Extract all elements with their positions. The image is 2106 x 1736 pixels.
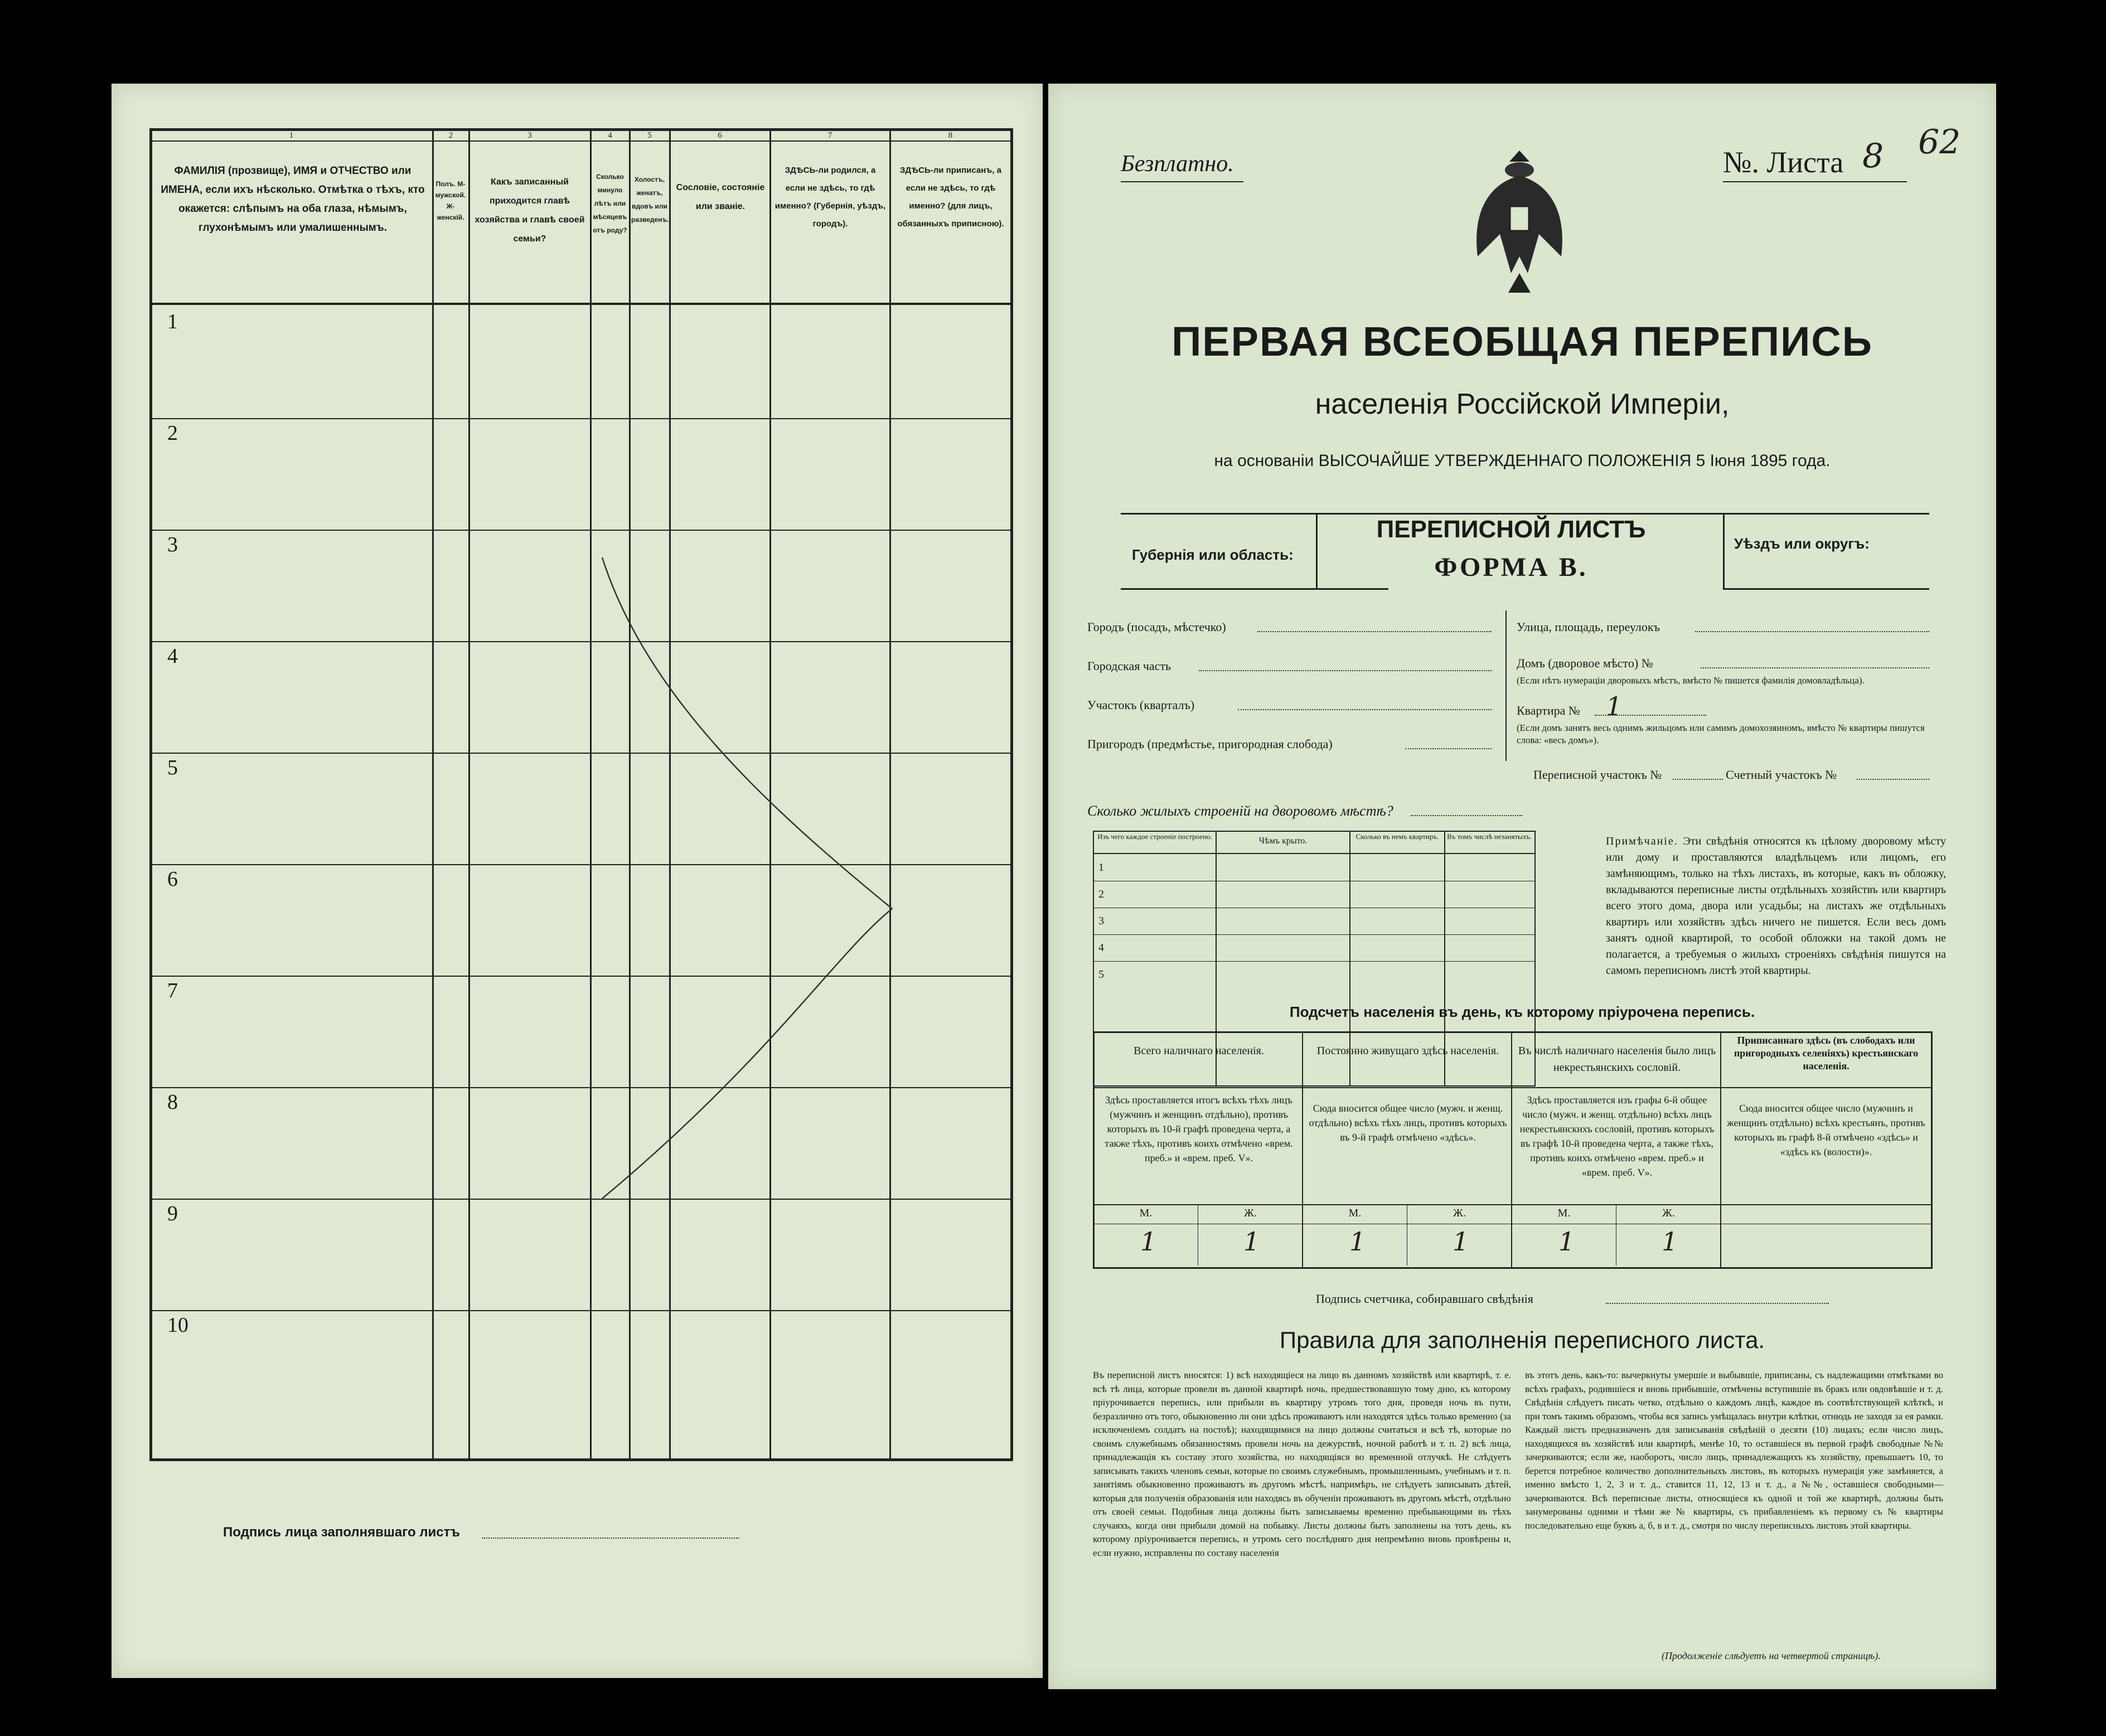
col-number: 3 [527, 131, 532, 140]
city-field[interactable] [1257, 631, 1492, 632]
header-name: ФАМИЛІЯ (прозвище), ИМЯ и ОТЧЕСТВО или ИМЕНА, если ихъ нѣсколько. Отмѣтка о тѣхъ, кто окажется: слѣпымъ на оба глаза, нѣмымъ, глухонѣмымъ или умалишеннымъ. [161, 165, 425, 234]
count-header-line [1093, 1087, 1931, 1088]
uezd-label: Уѣздъ или округъ: [1734, 535, 1870, 552]
bld-row-number: 3 [1098, 915, 1104, 927]
count-col [1720, 1031, 1721, 1268]
col-number: 6 [718, 131, 722, 140]
counting-field[interactable] [1857, 779, 1929, 780]
row-number: 6 [167, 867, 178, 891]
col-number: 1 [289, 131, 294, 140]
sheet-title: ПЕРЕПИСНОЙ ЛИСТЪ [1376, 516, 1646, 543]
bld-row-line [1093, 934, 1536, 935]
bld-header: Чѣмъ крыто. [1258, 836, 1308, 846]
row-number: 1 [167, 310, 178, 333]
left-page [112, 84, 1043, 1678]
uezd-divider [1723, 513, 1725, 590]
gubernia-label: Губернія или область: [1132, 546, 1294, 563]
suburb-field[interactable] [1405, 748, 1492, 749]
gubernia-underline [1121, 588, 1388, 590]
count-handwritten: 1 [1243, 1226, 1260, 1257]
quarter-label: Участокъ (кварталъ) [1087, 698, 1195, 712]
count-header: Приписаннаго здѣсь (въ слободахъ или пригородныхъ селеніяхъ) крестьянскаго населенія. [1734, 1035, 1919, 1071]
note-text: Эти свѣдѣнія относятся къ цѣлому дворовому мѣсту или дому и проставляются владѣльцемъ или лицомъ, его замѣняющимъ, только на тѣхъ листахъ, въ которые, какъ въ обложку, вкладываются переписные листы отдѣльныхъ хозяйствъ или квартиръ всего этого дома, двора или усадьбы; на листахъ же отдѣльныхъ квартиръ или хозяйствъ здѣсь ничего не пишется. Если весь домъ занятъ одной квартирой, то особой обложки на такой домъ не полагается, а требуемыя о жилыхъ строеніяхъ свѣдѣнія пишутся на самомъ переписномъ листѣ этой квартиры. [1606, 835, 1946, 977]
mw-label: Ж. [1662, 1207, 1675, 1219]
bld-header: Изъ чего каждое строеніе построено. [1097, 832, 1212, 841]
bld-header-line [1093, 853, 1536, 854]
district-field[interactable] [1673, 779, 1723, 780]
row-number: 2 [167, 421, 178, 445]
col-number: 8 [948, 131, 953, 140]
count-title: Подсчетъ населенія въ день, къ которому пріурочена перепись. [1289, 1003, 1755, 1020]
legal-basis: на основаніи ВЫСОЧАЙШЕ УТВЕРЖДЕННАГО ПОЛОЖЕНІЯ 5 Іюня 1895 года. [1214, 452, 1831, 470]
count-text: Здѣсь проставляется изъ графы 6-й общее число (мужч. и женщ. отдѣльно) всѣхъ лицъ некрестьянскихъ сословій, противъ которыхъ въ графѣ 10-й проведена черта, а также тѣхъ, противъ коихъ отмѣчено «врем. преб.» и «врем. преб. V». [1519, 1094, 1715, 1178]
bld-row-number: 1 [1098, 861, 1104, 874]
row-number: 10 [167, 1313, 188, 1337]
right-page [1048, 84, 1996, 1689]
mw-label: М. [1557, 1207, 1571, 1219]
count-header: Всего наличнаго населенія. [1134, 1045, 1264, 1057]
city-part-field[interactable] [1199, 670, 1492, 671]
free-label: Безплатно. [1121, 151, 1234, 177]
address-divider [1505, 610, 1507, 761]
header-sex: Полъ. М-мужской. Ж-женскій. [435, 180, 466, 221]
apartment-label: Квартира № [1517, 704, 1580, 717]
count-handwritten: 1 [1662, 1226, 1678, 1257]
buildings-question: Сколько жилыхъ строеній на дворовомъ мѣстѣ? [1087, 803, 1393, 819]
row-number: 7 [167, 979, 178, 1002]
apartment-note: (Если домъ занятъ весь однимъ жильцомъ или самимъ домохозяиномъ, вмѣсто № квартиры пишутся слова: «весь домъ»). [1517, 722, 1925, 745]
mw-label: Ж. [1244, 1207, 1257, 1219]
count-text: Здѣсь проставляется итогъ всѣхъ тѣхъ лицъ (мужчинъ и женщинъ отдѣльно), противъ которыхъ въ 10-й графѣ проведена черта, а также тѣхъ, противъ коихъ отмѣчено «врем. преб.» и «врем. преб. V». [1105, 1094, 1293, 1163]
signature-label: Подпись лица заполнявшаго листъ [223, 1525, 460, 1540]
imperial-eagle-icon [1466, 145, 1572, 295]
count-header: Постоянно живущаго здѣсь населенія. [1316, 1045, 1499, 1057]
counter-signature-label: Подпись счетчика, собиравшаго свѣдѣнія [1316, 1292, 1533, 1306]
buildings-field[interactable] [1411, 815, 1522, 816]
mw-label: М. [1139, 1207, 1153, 1219]
bld-header: Въ томъ числѣ незанятыхъ. [1447, 832, 1532, 841]
mw-label: М. [1348, 1207, 1362, 1219]
bld-row-number: 4 [1098, 942, 1104, 954]
apartment-field[interactable] [1595, 715, 1706, 716]
house-field[interactable] [1701, 667, 1929, 668]
bld-row-number: 5 [1098, 968, 1104, 981]
sheet-number-underline [1723, 181, 1907, 182]
street-field[interactable] [1695, 631, 1929, 632]
row-number: 8 [167, 1090, 178, 1114]
count-col [1302, 1031, 1303, 1268]
count-header: Въ числѣ наличнаго населенія было лицъ некрестьянскихъ сословій. [1518, 1045, 1716, 1074]
mw-top-line [1093, 1204, 1931, 1205]
row-number: 4 [167, 644, 178, 668]
count-handwritten: 1 [1558, 1226, 1575, 1257]
header-marital: Холостъ, женатъ, вдовъ или разведенъ. [631, 176, 669, 224]
rules-title: Правила для заполненія переписного листа. [1279, 1327, 1765, 1353]
sheet-number-label: №. Листа [1723, 146, 1844, 179]
main-title: ПЕРВАЯ ВСЕОБЩАЯ ПЕРЕПИСЬ [1171, 318, 1873, 365]
col-number: 5 [647, 131, 652, 140]
counter-signature-field[interactable] [1606, 1303, 1829, 1304]
uezd-underline [1723, 588, 1929, 590]
handwritten-strike-line [112, 84, 1043, 1678]
count-col [1511, 1031, 1512, 1268]
bld-row-line [1093, 961, 1536, 962]
header-relation: Какъ записанный приходится главѣ хозяйства и главѣ своей семьи? [475, 177, 585, 244]
archive-number-handwritten: 62 [1918, 123, 1961, 162]
header-registered: ЗДѢСЬ-ли приписанъ, а если не здѣсь, то гдѣ именно? (для лицъ, обязанныхъ приписною). [897, 166, 1004, 229]
continued-note: (Продолженіе слѣдуетъ на четвертой страницѣ). [1662, 1650, 1881, 1661]
count-handwritten: 1 [1140, 1226, 1157, 1257]
street-label: Улица, площадь, переулокъ [1517, 620, 1660, 634]
header-estate: Сословіе, состояніе или званіе. [676, 183, 765, 211]
col-number: 2 [448, 131, 453, 140]
header-age: Сколько минуло лѣтъ или мѣсяцевъ отъ роду? [593, 173, 627, 234]
signature-field[interactable] [482, 1538, 739, 1539]
note-title: Примѣчаніе. [1606, 835, 1678, 847]
row-number: 5 [167, 756, 178, 779]
row-number: 3 [167, 533, 178, 556]
city-part-label: Городская часть [1087, 659, 1171, 673]
count-handwritten: 1 [1349, 1226, 1366, 1257]
form-label: ФОРМА В. [1434, 552, 1588, 582]
block-top-line [1121, 513, 1929, 515]
quarter-field[interactable] [1238, 709, 1492, 710]
apartment-handwritten: 1 [1606, 691, 1623, 721]
note-block [1606, 833, 1946, 979]
rules-column-1: Въ переписной листъ вносятся: 1) всѣ находящіеся на лицо въ данномъ хозяйствѣ или квартирѣ, т. е. всѣ тѣ лица, которые провели въ данной квартирѣ ночь, предшествовавшую тому дню, къ которому пріурочивается перепись, или прибыли въ квартиру утромъ того дня, проведя ночь въ пути, безразлично отъ того, обыкновенно ли они здѣсь проживаютъ или находятся здѣсь только временно (за исключеніемъ солдатъ на постоѣ); находящимися на лицо должны считаться и всѣ тѣ, которые по своимъ служебнымъ обязанностямъ провели ночь на дежурствѣ, ночной работѣ и т. п. 2) всѣ лица, принадлежащія къ составу этого хозяйства, но находящіяся во временной отлучкѣ. Не слѣдуетъ записывать такихъ членовъ семьи, которые по своимъ служебнымъ, промышленнымъ, учебнымъ и т. п. занятіямъ обыкновенно проживаютъ въ другомъ мѣстѣ, напримѣръ, не слѣдуетъ записывать дѣтей, которыя для полученія образованія или находясь въ обученіи проживаютъ въ другомъ мѣстѣ, отдѣльно отъ своей семьи. Подобныя лица должны быть записываемы временно пребывающими въ тѣхъ случаяхъ, когда они прибыли домой на побывку. Листы должны быть заполнены на тотъ день, къ которому пріурочивается перепись, и утромъ сего послѣдняго дня непремѣнно вновь провѣрены и, если нужно, исправлены по составу населенія [1093, 1370, 1512, 1558]
bld-row-number: 2 [1098, 888, 1104, 900]
header-birthplace: ЗДѢСЬ-ли родился, а если не здѣсь, то гдѣ именно? (Губернія, уѣздъ, городъ). [774, 166, 886, 229]
col-number: 4 [608, 131, 612, 140]
main-subtitle: населенія Россійской Имперіи, [1315, 388, 1730, 420]
free-underline [1121, 181, 1243, 182]
suburb-label: Пригородъ (предмѣстье, пригородная слобода) [1087, 737, 1333, 751]
col-number: 7 [827, 131, 832, 140]
row-number: 9 [167, 1202, 178, 1225]
rules-column-2: въ этотъ день, какъ-то: вычеркнуты умершіе и выбывшіе, приписаны, съ надлежащими отмѣтками во всѣхъ графахъ, родившіеся и вновь прибывшіе, отмѣчены вступившіе въ бракъ или овдовѣвшіе и т. д. Свѣдѣнія слѣдуетъ писать четко, отдѣльно о каждомъ лицѣ, каждое въ соотвѣтствующей клѣткѣ, и при томъ такимъ образомъ, чтобы вся запись умѣщалась внутри клѣтки, отнюдь не заходя за ея рамки. Каждый листъ предназначенъ для записыванія свѣдѣній о десяти (10) лицахъ; если число лицъ, находящихся въ хозяйствѣ или квартирѣ, менѣе 10, то оставшіеся въ первой графѣ свободные №№ зачеркиваются; если же, наоборотъ, число лицъ, принадлежащихъ къ хозяйству, превышаетъ 10, то берется потребное количество дополнительныхъ листовъ, въ которыхъ нумерація уже замѣняется, а именно вмѣсто 1, 2, 3 и т. д., ставится 11, 12, 13 и т. д., а №№, оставшіеся свободными—зачеркиваются. Всѣ переписные листы, относящіеся къ одной и той же квартирѣ, должны быть занумерованы одними и тѣми же № квартиры, съ прибавленіемъ къ первому съ № квартиры последовательно еще буквъ а, б, в и т. д., смотря по числу переписныхъ листовъ этой квартиры. [1525, 1370, 1943, 1531]
count-text: Сюда вносится общее число (мужчинъ и женщинъ отдѣльно) всѣхъ крестьянъ, противъ которыхъ въ графѣ 8-й отмѣчено «здѣсь» и «здѣсь къ (волости)». [1727, 1103, 1925, 1157]
mw-label: Ж. [1453, 1207, 1466, 1219]
house-note: (Если нѣтъ нумераціи дворовыхъ мѣстъ, вмѣсто № пишется фамилія домовладѣльца). [1517, 675, 1865, 686]
house-label: Домъ (дворовое мѣсто) № [1517, 656, 1653, 670]
district-label: Переписной участокъ № [1533, 768, 1662, 782]
sheet-number-handwritten: 8 [1862, 137, 1884, 176]
count-text: Сюда вносится общее число (мужч. и женщ. отдѣльно) всѣхъ тѣхъ лицъ, противъ которыхъ въ 9-й графѣ отмѣчено «здѣсь». [1309, 1103, 1507, 1143]
count-handwritten: 1 [1453, 1226, 1469, 1257]
city-label: Городъ (посадъ, мѣстечко) [1087, 620, 1226, 634]
bld-header: Сколько въ немъ квартиръ. [1355, 832, 1439, 841]
counting-label: Счетный участокъ № [1726, 768, 1837, 782]
